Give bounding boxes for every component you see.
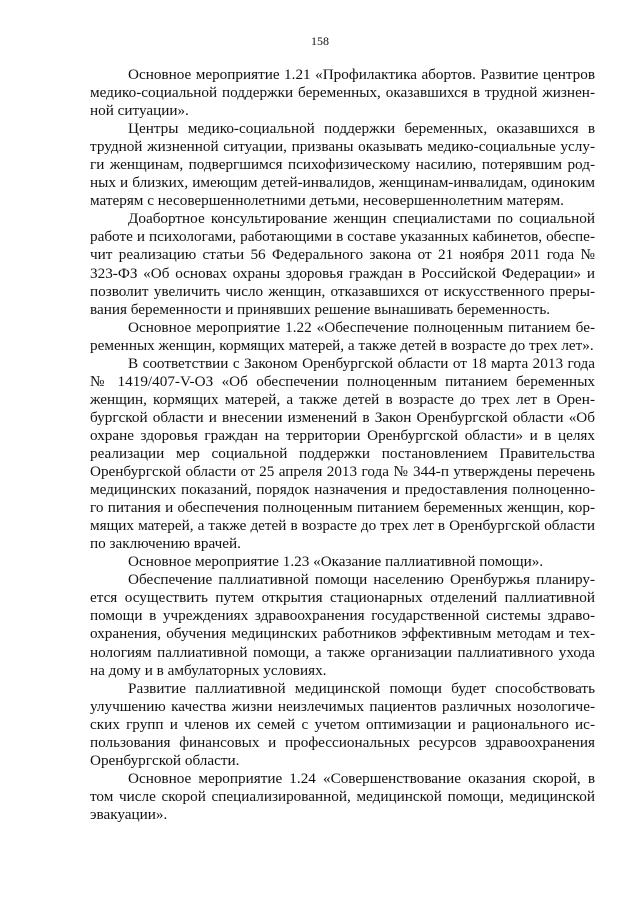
paragraph-activity-1-23-title: Основное мероприятие 1.23 «Оказание паллиативной помощи». (128, 553, 544, 571)
paragraph-palliative-care-provision: Обеспечение паллиативной помощи населению Оренбуржья планируется осуществить путем открытия стационарных отделений паллиативной помощи в учреждениях здравоохранения государственной системы здравоохранения, обучения медицинских работников эффективным методам и технологиям паллиативной помощи, а также организации паллиативного ухода на дому и в амбулаторных условиях. (90, 571, 595, 679)
page-number: 158 (311, 34, 329, 48)
paragraph-orenburg-law: В соответствии с Законом Оренбургской области от 18 марта 2013 года № 1419/407-V-ОЗ «Об обеспечении полноценным питанием беременных женщин, кормящих матерей, а также детей в возрасте до трех лет в Оренбургской области и внесении изменений в Закон Оренбургской области «Об охране здоровья граждан на территории Оренбургской области» и в целях реализации мер социальной поддержки постановлением Правительства Оренбургской области от 25 апреля 2013 года № 344-п утверждены перечень медицинских показаний, порядок назначения и предоставления полноценного питания и обеспечения полноценным питанием беременных женщин, кормящих матерей, а также детей в возрасте до трех лет в Оренбургской области по заключению врачей. (90, 354, 595, 553)
paragraph-palliative-care-development: Развитие паллиативной медицинской помощи будет способствовать улучшению качества жизни неизлечимых пациентов различных нозологических групп и членов их семей с учетом оптимизации и рационального использования финансовых и профессиональных ресурсов здравоохранения Оренбургской области. (90, 679, 595, 769)
paragraph-activity-1-22-title: Основное мероприятие 1.22 «Обеспечение полноценным питанием беременных женщин, кормящих матерей, а также детей в возрасте до трех лет». (90, 318, 595, 354)
paragraph-activity-1-21-title: Основное мероприятие 1.21 «Профилактика абортов. Развитие центров медико-социальной поддержки беременных, оказавшихся в трудной жизненной ситуации». (90, 66, 595, 120)
document-body (90, 66, 595, 824)
paragraph-pre-abortion-counseling: Доабортное консультирование женщин специалистами по социальной работе и психологами, работающими в составе указанных кабинетов, обеспечит реализацию статьи 56 Федерального закона от 21 ноября 2011 года № 323-ФЗ «Об основах охраны здоровья граждан в Российской Федерации» и позволит увеличить число женщин, отказавшихся от искусственного прерывания беременности и принявших решение вынашивать беременность. (90, 210, 595, 318)
paragraph-support-centers: Центры медико-социальной поддержки беременных, оказавшихся в трудной жизненной ситуации, призваны оказывать медико-социальные услуги женщинам, подвергшимся психофизическому насилию, потерявшим родных и близких, имеющим детей-инвалидов, женщинам-инвалидам, одиноким матерям с несовершеннолетними детьми, несовершеннолетним матерям. (90, 120, 595, 210)
paragraph-activity-1-24-title: Основное мероприятие 1.24 «Совершенствование оказания скорой, в том числе скорой специализированной, медицинской помощи, медицинской эвакуации». (90, 769, 595, 823)
